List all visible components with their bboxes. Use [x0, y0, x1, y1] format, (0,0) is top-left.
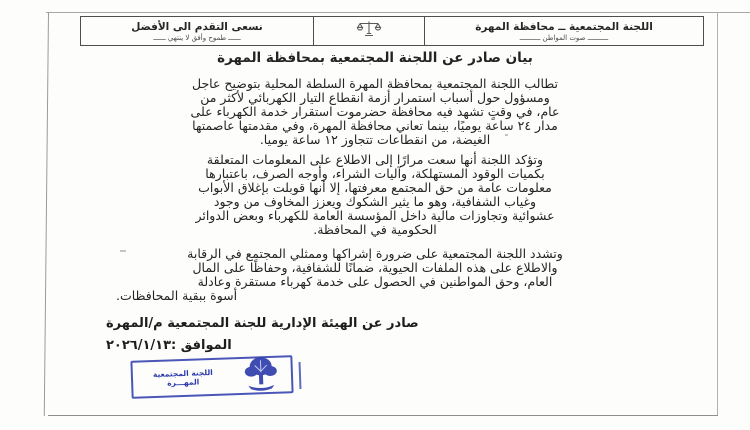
motto-slogan: ــــــ طموح وأفق لا ينتهي ــــــ [153, 33, 241, 42]
paragraph-line: وغياب الشفافية، وهو ما يثير الشكوك ويعزز المخاوف من وجود [213, 194, 537, 209]
letterhead-org-cell [425, 17, 703, 45]
motto-text: نسعى التقدم الى الأفضل [131, 20, 263, 33]
scales-of-justice-icon [356, 20, 382, 42]
paragraph-line: عام، في وقتٍ تشهد فيه محافظة حضرموت استقرار خدمة الكهرباء على [190, 104, 560, 119]
paragraph-line: أسوة ببقية المحافظات. [116, 288, 238, 303]
paragraph-line: وتشدد اللجنة المجتمعية على ضرورة إشراكها وممثلي المجتمع في الرقابة [187, 246, 563, 261]
page-border-top [46, 12, 750, 13]
date-line: الموافق :٢٠٢٦/١/١٣ [106, 338, 232, 353]
stamp-org-name: اللجنة المجتمعية [152, 367, 213, 380]
paragraph-line: الحكومية في المحافظة. [313, 222, 437, 237]
letterhead-emblem-cell [313, 17, 425, 45]
issued-by-line: صادر عن الهيئة الإدارية للجنة المجتمعية م/المهرة [106, 316, 419, 331]
paragraph-line: تطالب اللجنة المجتمعية بمحافظة المهرة السلطة المحلية بتوضيح عاجل [191, 76, 559, 91]
stamp-region: المهـــرة [166, 377, 200, 388]
paragraph-line: والاطلاع على هذه الملفات الحيوية، ضمانًا للشفافية، وحفاظًا على المال [192, 260, 558, 275]
stamp-edge-mark [299, 362, 302, 389]
statement-paragraph-3 [95, 247, 655, 303]
committee-stamp [130, 355, 293, 399]
page-border-left [44, 12, 49, 416]
org-slogan: ــــــــــ صوت المواطن ــــــــــ [519, 33, 609, 42]
paragraph-line: وتؤكد اللجنة أنها سعت مرارًا إلى الاطلاع على المعلومات المتعلقة [206, 152, 544, 167]
paragraph-line: معلومات عامة من حق المجتمع معرفتها، إلا أنها قوبلت بإغلاق الأبواب [198, 180, 552, 195]
stamp-text [133, 367, 234, 388]
paragraph-line: مدار ٢٤ ساعة يوميًا، بينما تعاني محافظة المهرة، وفي مقدمتها عاصمتها [192, 118, 558, 133]
letterhead-motto-cell [81, 17, 313, 45]
page-border-bottom [48, 415, 718, 416]
letterhead-table [80, 16, 704, 46]
statement-footer [106, 316, 536, 354]
paragraph-line: عشوائية وتجاوزات مالية داخل المؤسسة العامة للكهرباء وبعض الدوائر [195, 208, 555, 223]
paragraph-line: العام، وحق المواطنين في الحصول على خدمة كهرباء مستقرة وعادلة [197, 274, 553, 289]
statement-paragraph-2 [95, 153, 655, 237]
org-name: اللجنة المجتمعية ــ محافظة المهرة [475, 20, 653, 33]
paragraph-line: ومسؤول حول أسباب استمرار أزمة انقطاع التيار الكهربائي لأكثر من [200, 90, 550, 105]
tree-icon [238, 352, 284, 398]
paragraph-line: الغيضة، من انقطاعات تتجاوز ١٢ ساعة يوميا. [259, 132, 491, 147]
paragraph-line: بكميات الوقود المستهلكة، وآليات الشراء، وأوجه الصرف، باعتبارها [205, 166, 545, 181]
statement-paragraph-1 [95, 77, 655, 147]
page-border-right [717, 12, 718, 416]
statement-title: بيان صادر عن اللجنة المجتمعية بمحافظة المهرة [217, 50, 533, 66]
